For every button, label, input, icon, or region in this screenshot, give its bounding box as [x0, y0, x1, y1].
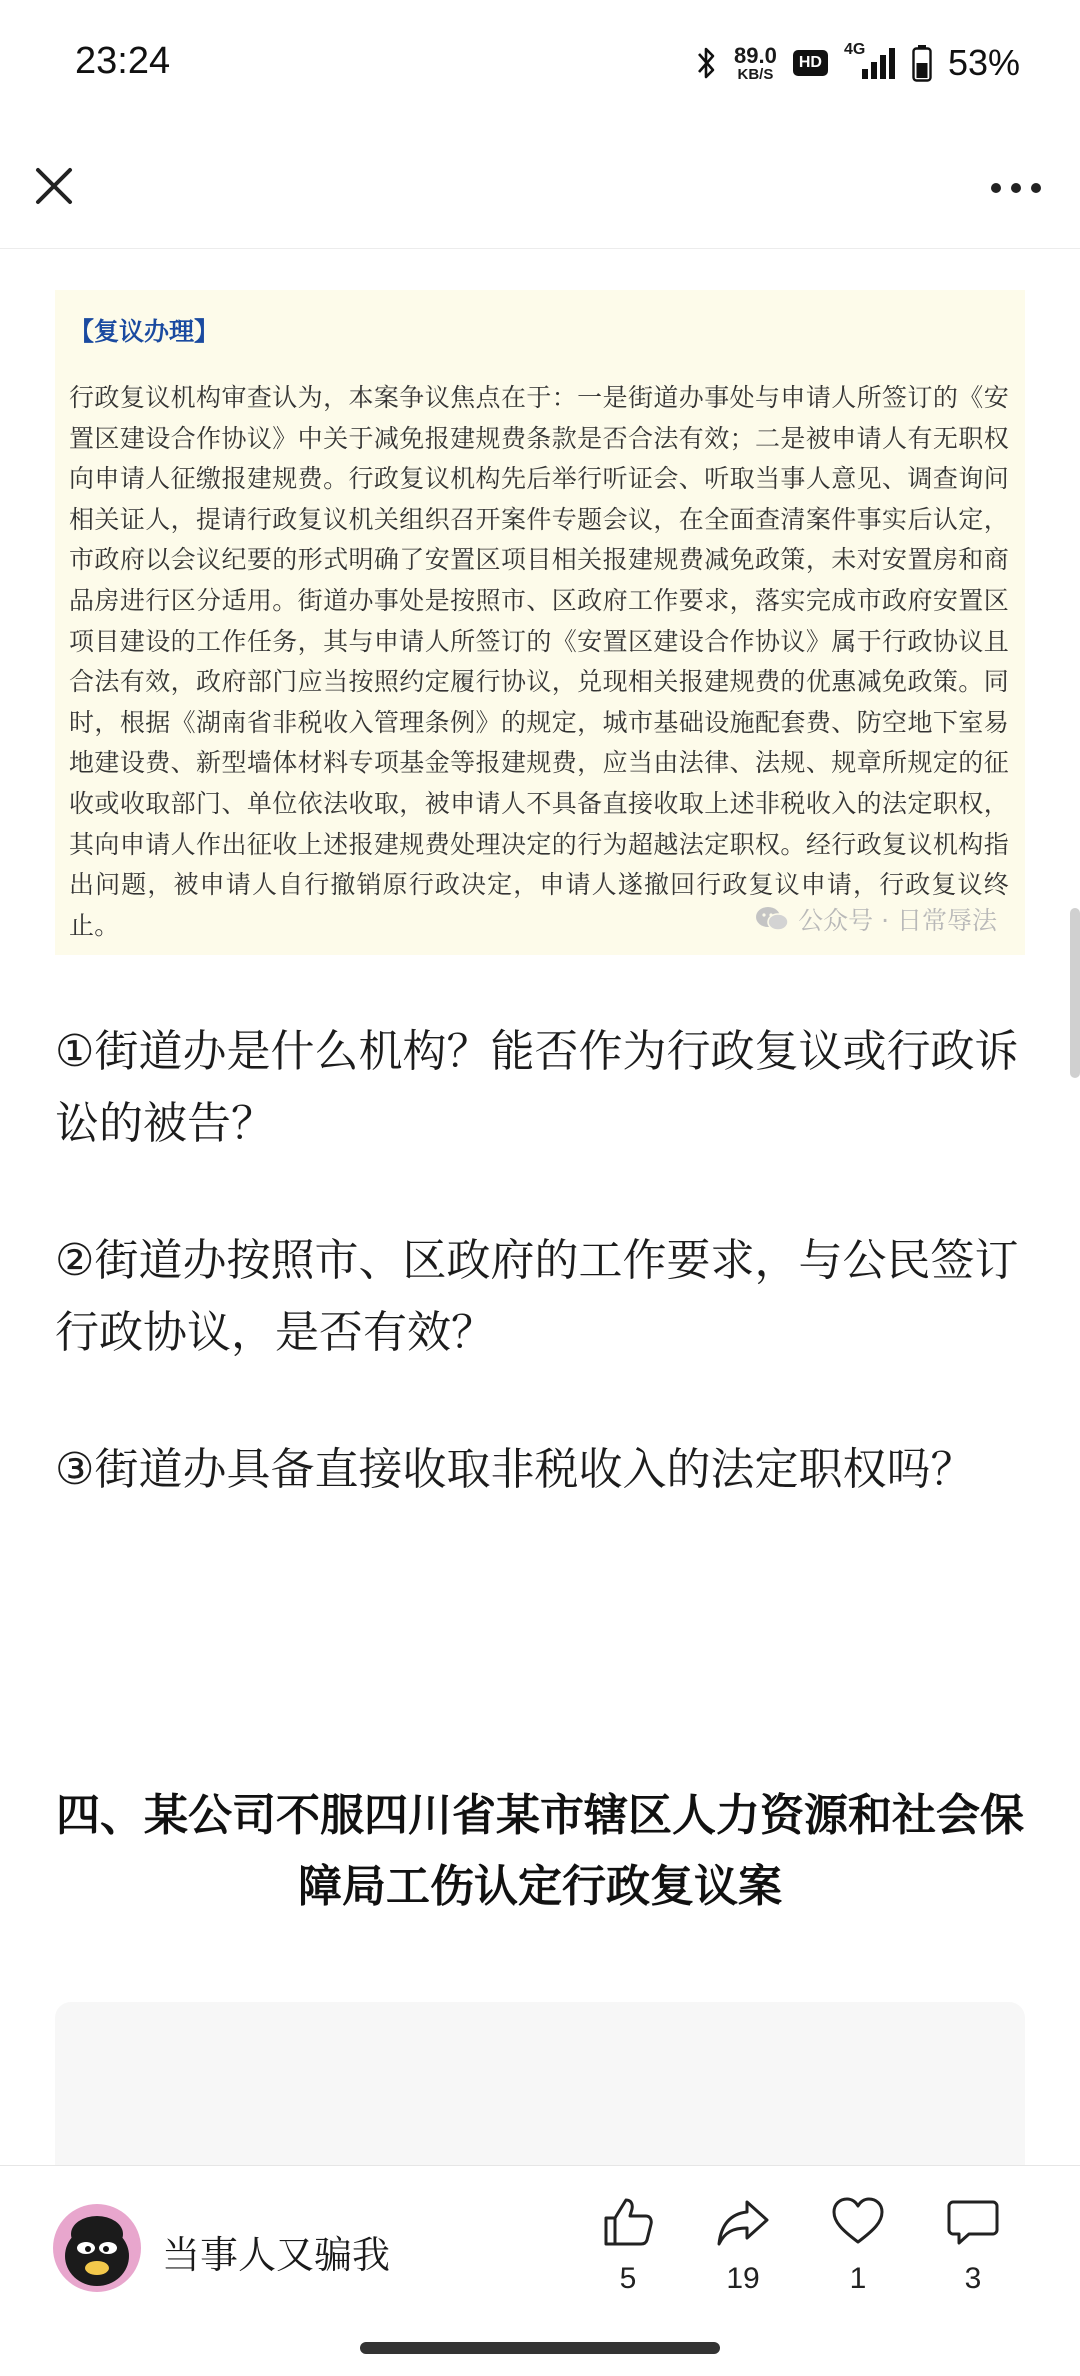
- signal-icon: [843, 41, 896, 81]
- like-button[interactable]: [583, 2194, 673, 2296]
- question-1: ①街道办是什么机构？能否作为行政复议或行政诉讼的被告？: [55, 1026, 1019, 1149]
- hd-badge: HD: [793, 50, 828, 76]
- scrollbar[interactable]: [1070, 908, 1080, 1078]
- top-nav-bar: [0, 130, 1080, 249]
- more-icon: [976, 156, 1056, 216]
- status-time: 23:24: [75, 40, 171, 82]
- thumbs-up-icon: [600, 2194, 656, 2250]
- heart-icon: [830, 2194, 886, 2250]
- like-count: 5: [619, 2262, 637, 2295]
- case-quote-box: [55, 290, 1025, 955]
- author-name[interactable]: 当事人又骗我: [162, 2233, 391, 2277]
- share-arrow-icon: [715, 2194, 771, 2250]
- comment-count: 3: [964, 2262, 982, 2295]
- section-title: 四、某公司不服四川省某市辖区人力资源和社会保障局工伤认定行政复议案: [56, 1790, 1024, 1912]
- content-placeholder-block: [55, 2002, 1025, 2165]
- home-indicator[interactable]: [360, 2342, 720, 2354]
- wechat-icon: [754, 905, 790, 933]
- network-speed: 89.0 KB/S: [734, 42, 777, 83]
- question-3: ③街道办具备直接收取非税收入的法定职权吗？: [55, 1444, 975, 1495]
- favorite-count: 1: [849, 2262, 867, 2295]
- avatar-illustration-icon: [53, 2204, 141, 2292]
- comment-bubble-icon: [945, 2194, 1001, 2250]
- more-options-button[interactable]: [976, 156, 1056, 216]
- network-type: 4G: [843, 41, 866, 58]
- question-2: ②街道办按照市、区政府的工作要求，与公民签订行政协议，是否有效？: [55, 1235, 1019, 1358]
- comment-button[interactable]: [928, 2194, 1018, 2296]
- status-bar: [0, 0, 1080, 130]
- battery-percent: 53%: [947, 42, 1020, 83]
- share-button[interactable]: [698, 2194, 788, 2296]
- watermark-text: 公众号 · 日常辱法: [798, 906, 997, 935]
- quote-title: 【复议办理】: [69, 317, 220, 346]
- watermark: [748, 901, 997, 937]
- close-button[interactable]: [24, 156, 84, 216]
- quote-body: 行政复议机构审查认为，本案争议焦点在于：一是街道办事处与申请人所签订的《安置区建设合作协议》中关于减免报建规费条款是否合法有效；二是被申请人有无职权向申请人征缴报建规费。行政复议机构先后举行听证会、听取当事人意见、调查询问相关证人，提请行政复议机关组织召开案件专题会议，在全面查清案件事实后认定，市政府以会议纪要的形式明确了安置区项目相关报建规费减免政策，未对安置房和商品房进行区分适用。街道办事处是按照市、区政府工作要求，落实完成市政府安置区项目建设的工作任务，其与申请人所签订的《安置区建设合作协议》属于行政协议且合法有效，政府部门应当按照约定履行协议，兑现相关报建规费的优惠减免政策。同时，根据《湖南省非税收入管理条例》的规定，城市基础设施配套费、防空地下室易地建设费、新型墙体材料专项基金等报建规费，应当由法律、法规、规章所规定的征收或收取部门、单位依法收取，被申请人不具备直接收取上述非税收入的法定职权，其向申请人作出征收上述报建规费处理决定的行为超越法定职权。经行政复议机构指出问题，被申请人自行撤销原行政决定，申请人遂撤回行政复议申请，行政复议终止。: [69, 383, 1009, 940]
- bluetooth-icon: [696, 45, 718, 81]
- favorite-button[interactable]: [813, 2194, 903, 2296]
- article-content[interactable]: [0, 250, 1080, 2165]
- battery-icon: [912, 44, 932, 82]
- close-icon: [24, 156, 84, 216]
- author-avatar[interactable]: [53, 2204, 141, 2292]
- share-count: 19: [726, 2262, 760, 2295]
- bottom-action-bar: [0, 2165, 1080, 2376]
- status-icons: [696, 38, 1020, 88]
